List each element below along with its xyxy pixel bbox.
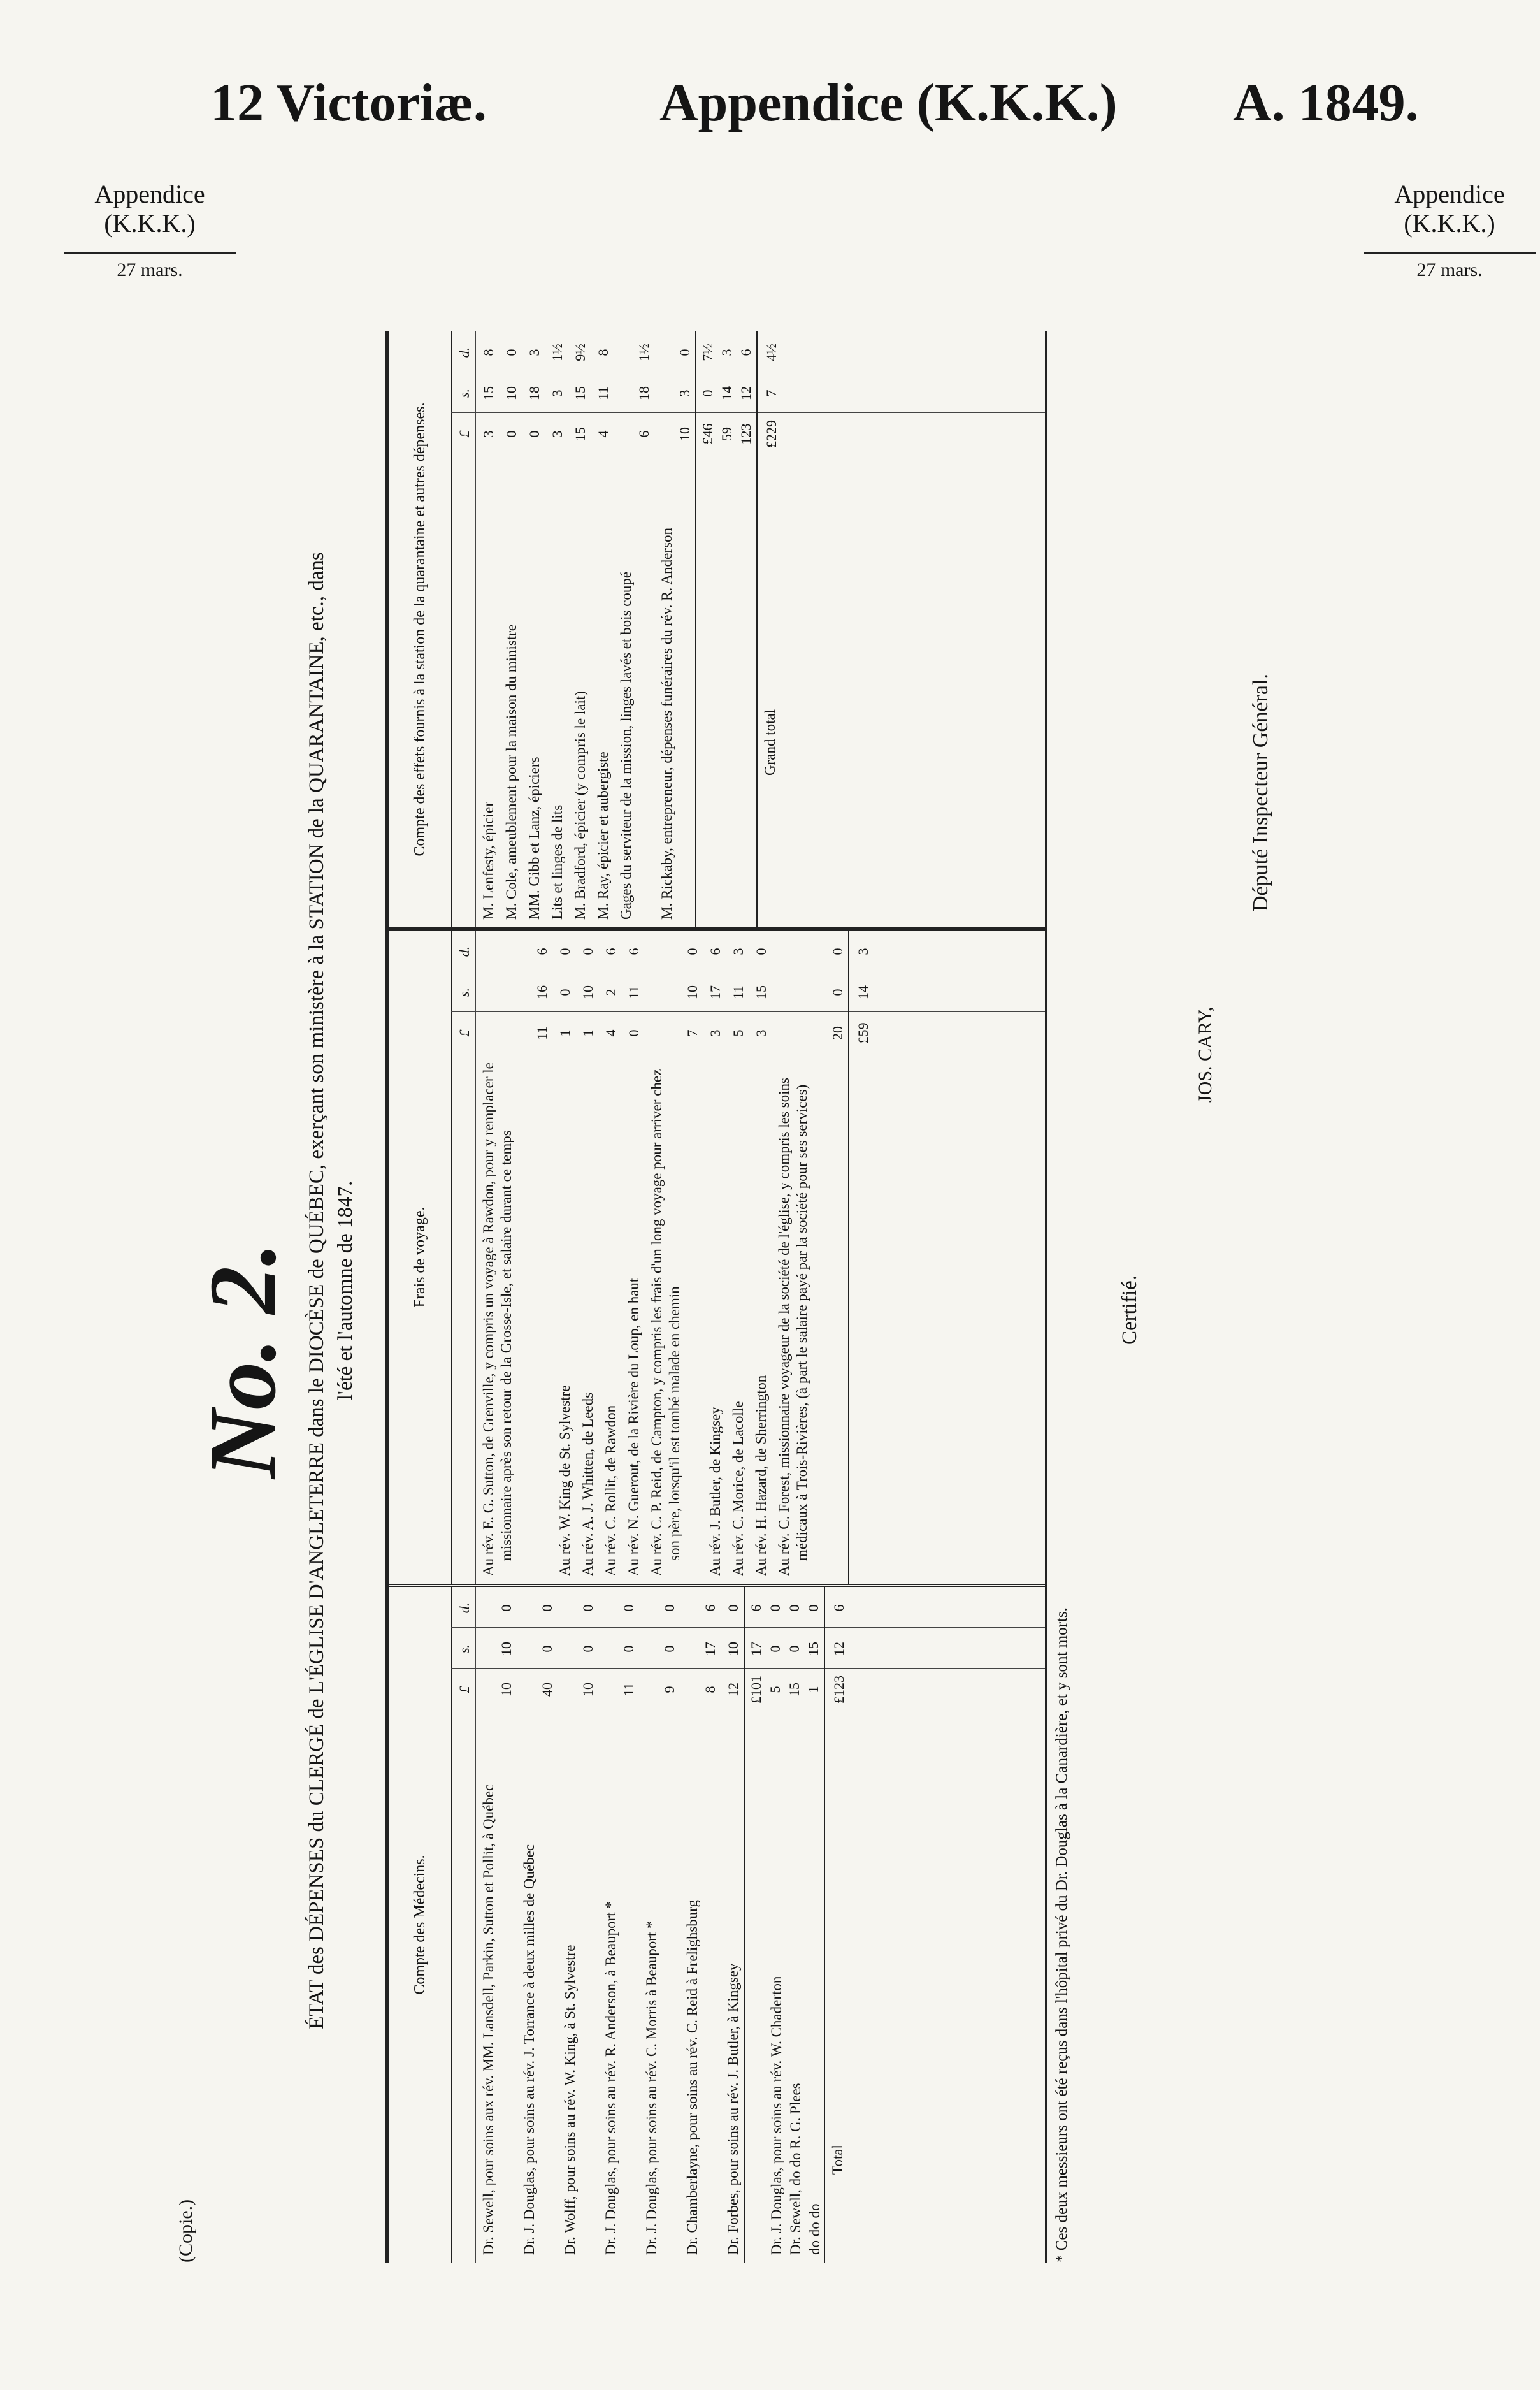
certified-label: Certifié. — [1118, 1275, 1141, 1345]
amount-s: 0 — [830, 989, 846, 996]
amount-l: 3 — [480, 430, 496, 438]
currency-cells — [452, 1587, 475, 1708]
amount-d: 7½ — [700, 344, 716, 361]
row-description: Dr. Chamberlayne, pour soins au rév. C. Reid à Frelighsburg — [684, 1899, 700, 2255]
running-head-right: A. 1849. — [1233, 73, 1419, 133]
row-description: Dr. Sewell, do do R. G. Plees — [788, 2083, 803, 2255]
row-description: M. Cole, ameublement pour la maison du ministre — [503, 624, 519, 920]
amount-l: 10 — [580, 1683, 596, 1697]
amount-d: 0 — [580, 1604, 596, 1612]
margin-date: 27 mars. — [1364, 252, 1536, 282]
amount-d: 0 — [786, 1604, 802, 1612]
table-row — [749, 931, 772, 1584]
table-row — [568, 331, 591, 927]
amount-cells — [726, 931, 749, 1052]
amount-d: 0 — [503, 349, 519, 356]
amount-s: 18 — [526, 386, 542, 400]
signature-name: JOS. CARY, — [1195, 1006, 1216, 1103]
amount-d: 0 — [684, 948, 700, 955]
table-row — [575, 931, 598, 1584]
amount-s: 0 — [557, 989, 573, 996]
row-description: Lits et linges de lits — [549, 804, 565, 920]
currency-cells — [452, 331, 475, 453]
amount-cells — [805, 1587, 824, 1708]
row-description: Dr. Wolff, pour soins au rév. W. King, à St. Sylvestre — [562, 1945, 578, 2255]
amount-l: 1 — [805, 1686, 821, 1693]
row-description: Dr. J. Douglas, pour soins au rév. C. Morris à Beauport * — [644, 1921, 659, 2255]
amount-l: 6 — [636, 430, 652, 438]
copy-label: (Copie.) — [175, 2199, 196, 2263]
amount-cells — [591, 331, 614, 453]
amount-l: 20 — [830, 1026, 846, 1040]
amount-d: 3 — [730, 948, 746, 955]
amount-cells — [621, 931, 644, 1052]
document-title — [303, 319, 359, 2263]
amount-s: 15 — [480, 386, 496, 400]
amount-cells — [568, 331, 591, 453]
table-row — [639, 1587, 680, 2263]
currency-pounds: £ — [456, 1686, 472, 1693]
amount-s: 18 — [636, 386, 652, 400]
row-description: M. Bradford, épicier (y compris le lait) — [572, 691, 588, 920]
currency-pounds: £ — [456, 430, 472, 438]
amount-cells — [654, 331, 695, 453]
amount-cells — [745, 1587, 766, 1708]
currency-header — [452, 331, 476, 927]
total-row — [756, 331, 782, 927]
table-row — [598, 931, 621, 1584]
amount-cells — [749, 931, 772, 1052]
amount-cells — [758, 331, 782, 453]
amount-l: 0 — [626, 1029, 642, 1037]
amount-cells — [476, 331, 499, 453]
currency-pence: d. — [456, 347, 472, 358]
currency-pence: d. — [456, 1602, 472, 1614]
row-description: Au rév. N. Guerout, de la Rivière du Loup, en haut — [626, 1278, 642, 1576]
rotated-document-body — [175, 319, 1418, 2263]
amount-d: 0 — [753, 948, 769, 955]
amount-s: 2 — [603, 989, 619, 996]
amount-d: 0 — [805, 1604, 821, 1612]
amount-s: 12 — [738, 386, 754, 400]
amount-l: 3 — [707, 1029, 723, 1037]
amount-cells — [476, 1587, 517, 1708]
amount-d: 8 — [595, 349, 611, 356]
amount-cells — [545, 331, 568, 453]
amount-d: 3 — [719, 349, 735, 356]
table-row — [737, 331, 756, 927]
amount-cells — [575, 931, 598, 1052]
margin-date: 27 mars. — [64, 252, 236, 282]
amount-d: 6 — [831, 1604, 847, 1612]
amount-d: 0 — [725, 1604, 741, 1612]
amount-cells — [696, 331, 718, 453]
amount-cells — [558, 1587, 598, 1708]
amount-cells — [639, 1587, 680, 1708]
amount-s: 10 — [725, 1642, 741, 1656]
amount-d: 0 — [539, 1604, 555, 1612]
table-row — [558, 1587, 598, 2263]
document-number: No. 2. — [190, 1242, 296, 1479]
amount-s: 14 — [855, 985, 871, 999]
amount-l: 4 — [595, 430, 611, 438]
table-row — [621, 931, 644, 1584]
table-row — [614, 331, 654, 927]
amount-l: 10 — [498, 1683, 514, 1697]
amount-cells — [476, 931, 552, 1052]
currency-header — [452, 1587, 476, 2263]
amount-d: 6 — [626, 948, 642, 955]
row-description: Dr. J. Douglas, pour soins au rév. W. Chaderton — [768, 1976, 784, 2255]
amount-s: 0 — [621, 1645, 637, 1653]
amount-l: 0 — [526, 430, 542, 438]
amount-d: 6 — [702, 1604, 718, 1612]
amount-cells — [721, 1587, 744, 1708]
amount-d: 8 — [480, 349, 496, 356]
margin-note-left — [64, 180, 236, 282]
section-heading: Compte des Médecins. — [389, 1587, 452, 2263]
amount-l: 3 — [549, 430, 565, 438]
row-description: Au rév. E. G. Sutton, de Grenville, y compris un voyage à Rawdon, pour y remplacer le missionnaire après son retour de la Grosse-Isle, et salaire durant ce temps — [480, 1062, 514, 1576]
row-description: Au rév. C. Morice, de Lacolle — [730, 1401, 746, 1576]
amount-d: 0 — [661, 1604, 677, 1612]
table-row — [598, 1587, 639, 2263]
total-label: Total — [830, 2145, 846, 2175]
amount-d: 0 — [580, 948, 596, 955]
amount-d: 3 — [855, 948, 871, 955]
amount-cells — [598, 1587, 639, 1708]
row-description: Dr. Sewell, pour soins aux rév. MM. Lansdell, Parkin, Sutton et Pollit, à Québec — [480, 1784, 496, 2255]
table-row — [552, 931, 575, 1584]
amount-cells — [703, 931, 726, 1052]
amount-d: 0 — [621, 1604, 637, 1612]
row-description: Au rév. J. Butler, de Kingsey — [707, 1407, 723, 1576]
row-description: M. Lenfesty, épicier — [480, 802, 496, 920]
amount-d: 6 — [534, 948, 550, 955]
row-description: Au rév. A. J. Whitten, de Leeds — [580, 1392, 596, 1576]
amount-cells — [737, 331, 756, 453]
amount-s: 3 — [549, 389, 565, 397]
table-row — [545, 331, 568, 927]
amount-d: 0 — [498, 1604, 514, 1612]
amount-d: 3 — [526, 349, 542, 356]
footnote: * Ces deux messieurs ont été reçus dans l'hôpital privé du Dr. Douglas à la Canardière, et y sont morts. — [1053, 1607, 1070, 2263]
amount-l: 1 — [557, 1029, 573, 1037]
amount-l: £101 — [748, 1676, 764, 1704]
amount-l: 11 — [534, 1026, 550, 1040]
running-head-center: Appendice (K.K.K.) — [659, 73, 1118, 133]
amount-s: 10 — [684, 985, 700, 999]
amount-l: 9 — [661, 1686, 677, 1693]
amount-s: 0 — [786, 1645, 802, 1653]
amount-l: 7 — [684, 1029, 700, 1037]
amount-cells — [499, 331, 522, 453]
amount-l: 5 — [730, 1029, 746, 1037]
amount-s: 10 — [580, 985, 596, 999]
amount-d: 6 — [707, 948, 723, 955]
amount-l: 8 — [702, 1686, 718, 1693]
margin-note-right — [1364, 180, 1536, 282]
table-row — [805, 1587, 824, 2263]
amount-cells — [766, 1587, 786, 1708]
currency-pounds: £ — [456, 1029, 472, 1037]
table-row — [718, 331, 737, 927]
row-description: Au rév. W. King de St. Sylvestre — [557, 1385, 573, 1576]
table-row — [726, 931, 749, 1584]
section-effets — [389, 331, 1045, 927]
title-line: l'été et l'automne de 1847. — [333, 1180, 357, 1401]
margin-label: Appendice (K.K.K.) — [1394, 180, 1505, 238]
title-line: ÉTAT des DÉPENSES du CLERGÉ de L'ÉGLISE D'ANGLETERRE dans le DIOCÈSE de QUÉBEC, exerçant son ministère à la STATION de la QUARANTAINE, etc., dans — [305, 552, 328, 2029]
amount-l: 15 — [572, 427, 588, 441]
amount-s: 11 — [595, 386, 611, 400]
amount-d: 0 — [767, 1604, 783, 1612]
table-row — [476, 331, 499, 927]
amount-cells — [644, 931, 703, 1052]
amount-d: 9½ — [572, 344, 588, 361]
table-row — [476, 1587, 517, 2263]
section-medecins — [389, 1584, 1045, 2263]
amount-cells — [849, 931, 874, 1052]
amount-cells — [552, 931, 575, 1052]
total-label: Grand total — [762, 709, 778, 776]
amount-s: 0 — [767, 1645, 783, 1653]
signature-title: Député Inspecteur Général. — [1249, 674, 1272, 911]
table-row — [654, 331, 695, 927]
table-row — [721, 1587, 744, 2263]
amount-cells — [718, 331, 737, 453]
table-row — [517, 1587, 558, 2263]
amount-s: 16 — [534, 985, 550, 999]
amount-cells — [614, 331, 654, 453]
amount-s: 0 — [700, 389, 716, 397]
table-row — [766, 1587, 786, 2263]
row-description: Dr. Forbes, pour soins au rév. J. Butler, à Kingsey — [725, 1963, 741, 2255]
amount-d: 0 — [557, 948, 573, 955]
amount-s: 12 — [831, 1642, 847, 1656]
amount-l: 12 — [725, 1683, 741, 1697]
row-description: do do do — [807, 2203, 823, 2255]
amount-s: 0 — [661, 1645, 677, 1653]
table-row — [680, 1587, 721, 2263]
row-description: MM. Gibb et Lanz, épiciers — [526, 757, 542, 920]
amount-l: 5 — [767, 1686, 783, 1693]
amount-l: 40 — [539, 1683, 555, 1697]
amount-s: 17 — [748, 1642, 764, 1656]
amount-l: 15 — [786, 1683, 802, 1697]
amount-d: 1½ — [549, 344, 565, 361]
amount-d: 6 — [748, 1604, 764, 1612]
amount-l: 0 — [503, 430, 519, 438]
amount-l: 123 — [738, 423, 754, 445]
currency-cells — [452, 931, 475, 1052]
amount-l: 11 — [621, 1683, 637, 1697]
amount-s: 14 — [719, 386, 735, 400]
subtotal-row — [744, 1587, 766, 2263]
amount-cells — [680, 1587, 721, 1708]
amount-s: 0 — [580, 1645, 596, 1653]
table-row — [591, 331, 614, 927]
amount-l: 4 — [603, 1029, 619, 1037]
amount-cells — [598, 931, 621, 1052]
row-description: Au rév. C. P. Reid, de Campton, y compris les frais d'un long voyage pour arriver chez son père, lorsqu'il est tombé malade en chemin — [649, 1069, 682, 1576]
amount-s: 11 — [626, 985, 642, 999]
section-heading: Frais de voyage. — [389, 931, 452, 1584]
amount-d: 0 — [677, 349, 693, 356]
amount-d: 0 — [830, 948, 846, 955]
amount-s: 15 — [805, 1642, 821, 1656]
currency-shillings: s. — [456, 1644, 472, 1654]
amount-l: 59 — [719, 427, 735, 441]
currency-shillings: s. — [456, 987, 472, 997]
amount-s: 17 — [702, 1642, 718, 1656]
row-description: Dr. J. Douglas, pour soins au rév. R. Anderson, à Beauport * — [603, 1901, 619, 2255]
table-row — [772, 931, 848, 1584]
amount-l: 10 — [677, 427, 693, 441]
amount-d: 6 — [603, 948, 619, 955]
currency-pence: d. — [456, 946, 472, 957]
row-description: Dr. J. Douglas, pour soins au rév. J. Torrance à deux milles de Québec — [521, 1844, 537, 2255]
amount-s: 7 — [763, 389, 779, 397]
section-voyage — [389, 927, 1045, 1584]
section-heading: Compte des effets fournis à la station de la quarantaine et autres dépenses. — [389, 331, 452, 927]
amount-cells — [772, 931, 848, 1052]
amount-s: 10 — [503, 386, 519, 400]
amount-s: 3 — [677, 389, 693, 397]
amount-cells — [517, 1587, 558, 1708]
running-head-left: 12 Victoriæ. — [210, 73, 487, 133]
amount-l: 1 — [580, 1029, 596, 1037]
amount-s: 17 — [707, 985, 723, 999]
currency-header — [452, 931, 476, 1584]
table-row — [786, 1587, 805, 2263]
amount-s: 0 — [539, 1645, 555, 1653]
amount-l: £229 — [763, 420, 779, 448]
amount-d: 4½ — [763, 344, 779, 361]
row-description: Au rév. C. Rollit, de Rawdon — [603, 1405, 619, 1576]
expenses-table — [385, 331, 1047, 2263]
amount-d: 1½ — [636, 344, 652, 361]
row-description: Au rév. C. Forest, missionnaire voyageur de la société de l'église, y compris les soins médicaux à Trois-Rivières, (à part le salaire payé par la société pour ses services) — [776, 1078, 810, 1576]
subtotal-row — [695, 331, 718, 927]
amount-cells — [825, 1587, 849, 1708]
amount-s: 15 — [572, 386, 588, 400]
amount-s: 10 — [498, 1642, 514, 1656]
amount-cells — [522, 331, 545, 453]
row-description: M. Rickaby, entrepreneur, dépenses funéraires du rév. R. Anderson — [659, 528, 675, 920]
amount-l: £59 — [855, 1022, 871, 1044]
row-description: M. Ray, épicier et aubergiste — [595, 751, 611, 920]
amount-cells — [786, 1587, 805, 1708]
amount-l: 3 — [753, 1029, 769, 1037]
currency-shillings: s. — [456, 388, 472, 398]
table-row — [499, 331, 522, 927]
total-row — [848, 931, 874, 1584]
table-row — [522, 331, 545, 927]
margin-label: Appendice (K.K.K.) — [94, 180, 205, 238]
total-row — [824, 1587, 849, 2263]
table-row — [703, 931, 726, 1584]
amount-l: £123 — [831, 1676, 847, 1704]
amount-s: 15 — [753, 985, 769, 999]
row-description: Au rév. H. Hazard, de Sherrington — [753, 1375, 769, 1576]
amount-d: 6 — [738, 349, 754, 356]
table-row — [644, 931, 703, 1584]
table-row — [476, 931, 552, 1584]
row-description: Gages du serviteur de la mission, linges lavés et bois coupé — [618, 571, 634, 920]
amount-s: 11 — [730, 985, 746, 999]
amount-l: £46 — [700, 423, 716, 445]
